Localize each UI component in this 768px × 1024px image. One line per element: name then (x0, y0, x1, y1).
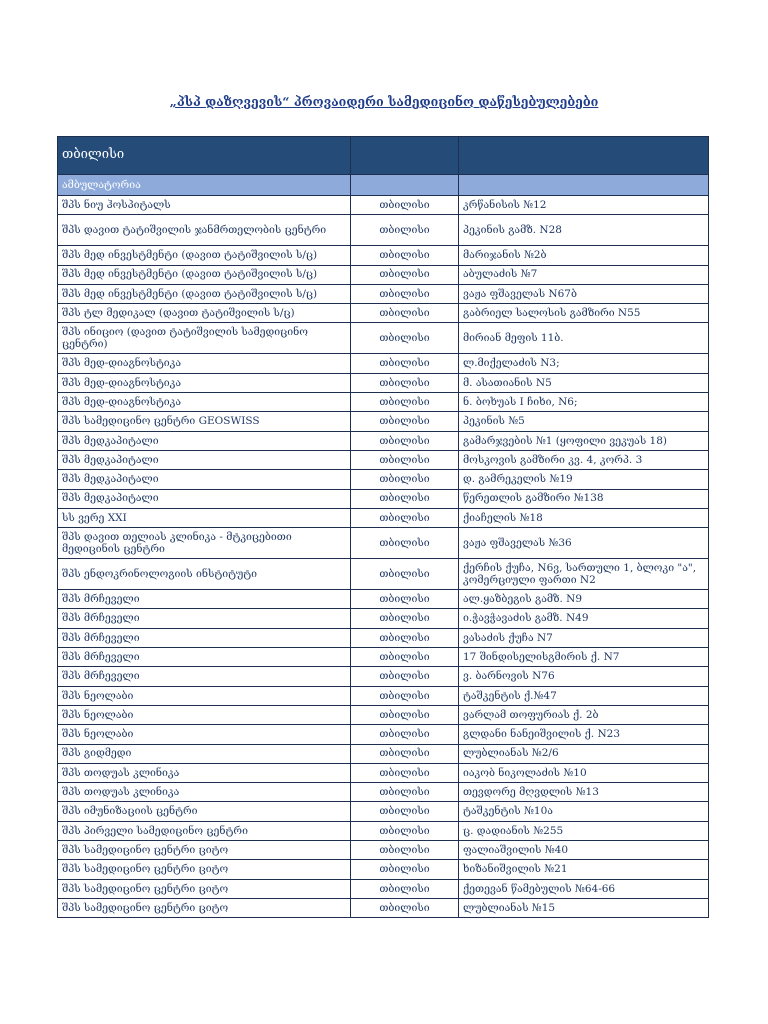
table-row (58, 373, 709, 392)
region-header-empty-cell (459, 137, 709, 175)
address-cell: პეკინის №5 (459, 412, 709, 431)
city-cell: თბილისი (351, 763, 459, 782)
table-row (58, 196, 709, 215)
city-cell: თბილისი (351, 648, 459, 667)
city-cell: თბილისი (351, 590, 459, 609)
city-cell: თბილისი (351, 412, 459, 431)
provider-name-cell: შპს სამედიცინო ცენტრი ციტო (58, 841, 351, 860)
table-row (58, 802, 709, 821)
category-row (58, 175, 709, 196)
provider-name-cell: შპს მრჩეველი (58, 590, 351, 609)
city-cell: თბილისი (351, 354, 459, 373)
address-cell: ვაჟა ფშაველას N67ბ (459, 284, 709, 303)
provider-name-cell: შპს მედკაპიტალი (58, 450, 351, 469)
city-cell: თბილისი (351, 628, 459, 647)
table-row (58, 860, 709, 879)
provider-name-cell: შპს დავით თელიას კლინიკა - მტკიცებითი მედიცინის ცენტრი (58, 528, 351, 559)
address-cell: გლდანი ნანეიშვილის ქ. N23 (459, 725, 709, 744)
city-cell: თბილისი (351, 489, 459, 508)
address-cell: აბულაძის №7 (459, 265, 709, 284)
provider-name-cell: შპს მედ ინვესტმენტი (დავით ტატიშვილის ს/ც) (58, 265, 351, 284)
address-cell: წერეთლის გამზირი №138 (459, 489, 709, 508)
address-cell: ქეთევან წამებულის №64-66 (459, 879, 709, 898)
address-cell: დ. გამრეკელის №19 (459, 470, 709, 489)
address-cell: კრწანისის №12 (459, 196, 709, 215)
region-header-cell: თბილისი (58, 137, 351, 175)
address-cell: ალ.ყაზბეგის გამზ. N9 (459, 590, 709, 609)
city-cell: თბილისი (351, 373, 459, 392)
city-cell: თბილისი (351, 744, 459, 763)
provider-name-cell: შპს სამედიცინო ცენტრი ციტო (58, 860, 351, 879)
address-cell: ქიაჩელის №18 (459, 508, 709, 527)
table-row (58, 821, 709, 840)
provider-name-cell: შპს თოდუას კლინიკა (58, 783, 351, 802)
region-header-empty-cell (351, 137, 459, 175)
region-header-row (58, 137, 709, 175)
city-cell: თბილისი (351, 667, 459, 686)
city-cell: თბილისი (351, 528, 459, 559)
address-cell: ქერჩის ქუჩა, N6ვ, სართული 1, ბლოკი "ა", კომერციული ფართი N2 (459, 559, 709, 590)
table-row (58, 898, 709, 917)
address-cell: ლ.მიქელაძის N3; (459, 354, 709, 373)
provider-name-cell: შპს მრჩეველი (58, 667, 351, 686)
address-cell: მარიჯანის №2ბ (459, 246, 709, 265)
provider-name-cell: შპს მრჩეველი (58, 628, 351, 647)
address-cell: გამარჯვების №1 (ყოფილი ვეკუას 18) (459, 431, 709, 450)
table-row (58, 528, 709, 559)
city-cell: თბილისი (351, 284, 459, 303)
table-row (58, 246, 709, 265)
provider-name-cell: შპს ნეოლაბი (58, 725, 351, 744)
city-cell: თბილისი (351, 705, 459, 724)
address-cell: გაბრიელ სალოსის გამზირი N55 (459, 304, 709, 323)
address-cell: ფალიაშვილის №40 (459, 841, 709, 860)
city-cell: თბილისი (351, 802, 459, 821)
provider-name-cell: შპს გიდმედი (58, 744, 351, 763)
category-cell: ამბულატორია (58, 175, 351, 196)
address-cell: მირიან მეფის 11ბ. (459, 323, 709, 354)
providers-table (57, 136, 709, 918)
city-cell: თბილისი (351, 246, 459, 265)
provider-name-cell: შპს სამედიცინო ცენტრი ციტო (58, 898, 351, 917)
table-row (58, 323, 709, 354)
city-cell: თბილისი (351, 783, 459, 802)
table-row (58, 470, 709, 489)
city-cell: თბილისი (351, 879, 459, 898)
city-cell: თბილისი (351, 860, 459, 879)
city-cell: თბილისი (351, 265, 459, 284)
provider-name-cell: შპს ენდოკრინოლოგიის ინსტიტუტი (58, 559, 351, 590)
provider-name-cell: შპს ნიუ ჰოსპიტალს (58, 196, 351, 215)
provider-name-cell: შპს დავით ტატიშვილის ჯანმრთელობის ცენტრი (58, 215, 351, 246)
address-cell: ვ. ბარნოვის N76 (459, 667, 709, 686)
address-cell: მ. ასათიანის N5 (459, 373, 709, 392)
provider-name-cell: სს ვერე XXI (58, 508, 351, 527)
provider-name-cell: შპს სამედიცინო ცენტრი GEOSWISS (58, 412, 351, 431)
table-row (58, 559, 709, 590)
city-cell: თბილისი (351, 393, 459, 412)
address-cell: ც. დადიანის №255 (459, 821, 709, 840)
city-cell: თბილისი (351, 508, 459, 527)
city-cell: თბილისი (351, 559, 459, 590)
address-cell: ხიზანიშვილის №21 (459, 860, 709, 879)
table-row (58, 590, 709, 609)
provider-name-cell: შპს მედ-დიაგნოსტიკა (58, 393, 351, 412)
city-cell: თბილისი (351, 686, 459, 705)
provider-name-cell: შპს მედკაპიტალი (58, 489, 351, 508)
city-cell: თბილისი (351, 304, 459, 323)
address-cell: პეკინის გამზ. N28 (459, 215, 709, 246)
table-row (58, 508, 709, 527)
table-row (58, 705, 709, 724)
table-row (58, 354, 709, 373)
address-cell: ტაშკენტის №10ა (459, 802, 709, 821)
provider-name-cell: შპს მედ ინვესტმენტი (დავით ტატიშვილის ს/ც) (58, 284, 351, 303)
address-cell: ვარლამ თოფურიას ქ. 2ბ (459, 705, 709, 724)
document-title: „პსპ დაზღვევის“ პროვაიდერი სამედიცინო დაწესებულებები (169, 94, 599, 109)
table-row (58, 431, 709, 450)
address-cell: ი.ჭავჭავაძის გამზ. N49 (459, 609, 709, 628)
table-row (58, 412, 709, 431)
provider-name-cell: შპს იმუნიზაციის ცენტრი (58, 802, 351, 821)
table-row (58, 686, 709, 705)
provider-name-cell: შპს მედკაპიტალი (58, 431, 351, 450)
table-row (58, 304, 709, 323)
table-row (58, 763, 709, 782)
provider-name-cell: შპს თოდუას კლინიკა (58, 763, 351, 782)
city-cell: თბილისი (351, 841, 459, 860)
city-cell: თბილისი (351, 821, 459, 840)
table-row (58, 628, 709, 647)
address-cell: 17 შინდისელისგმირის ქ. N7 (459, 648, 709, 667)
table-row (58, 489, 709, 508)
category-empty-cell (351, 175, 459, 196)
address-cell: მოსკოვის გამზირი კვ. 4, კორპ. 3 (459, 450, 709, 469)
table-row (58, 215, 709, 246)
city-cell: თბილისი (351, 898, 459, 917)
provider-name-cell: შპს სამედიცინო ცენტრი ციტო (58, 879, 351, 898)
city-cell: თბილისი (351, 450, 459, 469)
city-cell: თბილისი (351, 470, 459, 489)
table-row (58, 725, 709, 744)
city-cell: თბილისი (351, 196, 459, 215)
provider-name-cell: შპს ტლ მედიკალ (დავით ტატიშვილის ს/ც) (58, 304, 351, 323)
address-cell: ვაჟა ფშაველას №36 (459, 528, 709, 559)
table-row (58, 609, 709, 628)
city-cell: თბილისი (351, 215, 459, 246)
table-row (58, 648, 709, 667)
table-row (58, 879, 709, 898)
table-row (58, 450, 709, 469)
provider-name-cell: შპს მრჩეველი (58, 648, 351, 667)
table-row (58, 667, 709, 686)
city-cell: თბილისი (351, 609, 459, 628)
provider-name-cell: შპს პირველი სამედიცინო ცენტრი (58, 821, 351, 840)
provider-name-cell: შპს ინიციო (დავით ტატიშვილის სამედიცინო ცენტრი) (58, 323, 351, 354)
city-cell: თბილისი (351, 725, 459, 744)
provider-name-cell: შპს ნეოლაბი (58, 686, 351, 705)
provider-name-cell: შპს მედკაპიტალი (58, 470, 351, 489)
address-cell: იაკობ ნიკოლაძის №10 (459, 763, 709, 782)
table-row (58, 841, 709, 860)
address-cell: ტაშკენტის ქ.№47 (459, 686, 709, 705)
provider-name-cell: შპს მედ-დიაგნოსტიკა (58, 354, 351, 373)
provider-name-cell: შპს ნეოლაბი (58, 705, 351, 724)
address-cell: ნ. ბოხუას I ჩიხი, N6; (459, 393, 709, 412)
table-row (58, 393, 709, 412)
provider-name-cell: შპს მრჩეველი (58, 609, 351, 628)
address-cell: ლუბლიანას №2/6 (459, 744, 709, 763)
address-cell: ვასაძის ქუჩა N7 (459, 628, 709, 647)
provider-name-cell: შპს მედ-დიაგნოსტიკა (58, 373, 351, 392)
city-cell: თბილისი (351, 431, 459, 450)
address-cell: ლუბლიანას №15 (459, 898, 709, 917)
city-cell: თბილისი (351, 323, 459, 354)
table-row (58, 265, 709, 284)
provider-name-cell: შპს მედ ინვესტმენტი (დავით ტატიშვილის ს/ც) (58, 246, 351, 265)
address-cell: თევდორე მღვდლის №13 (459, 783, 709, 802)
table-row (58, 744, 709, 763)
table-row (58, 284, 709, 303)
table-row (58, 783, 709, 802)
category-empty-cell (459, 175, 709, 196)
